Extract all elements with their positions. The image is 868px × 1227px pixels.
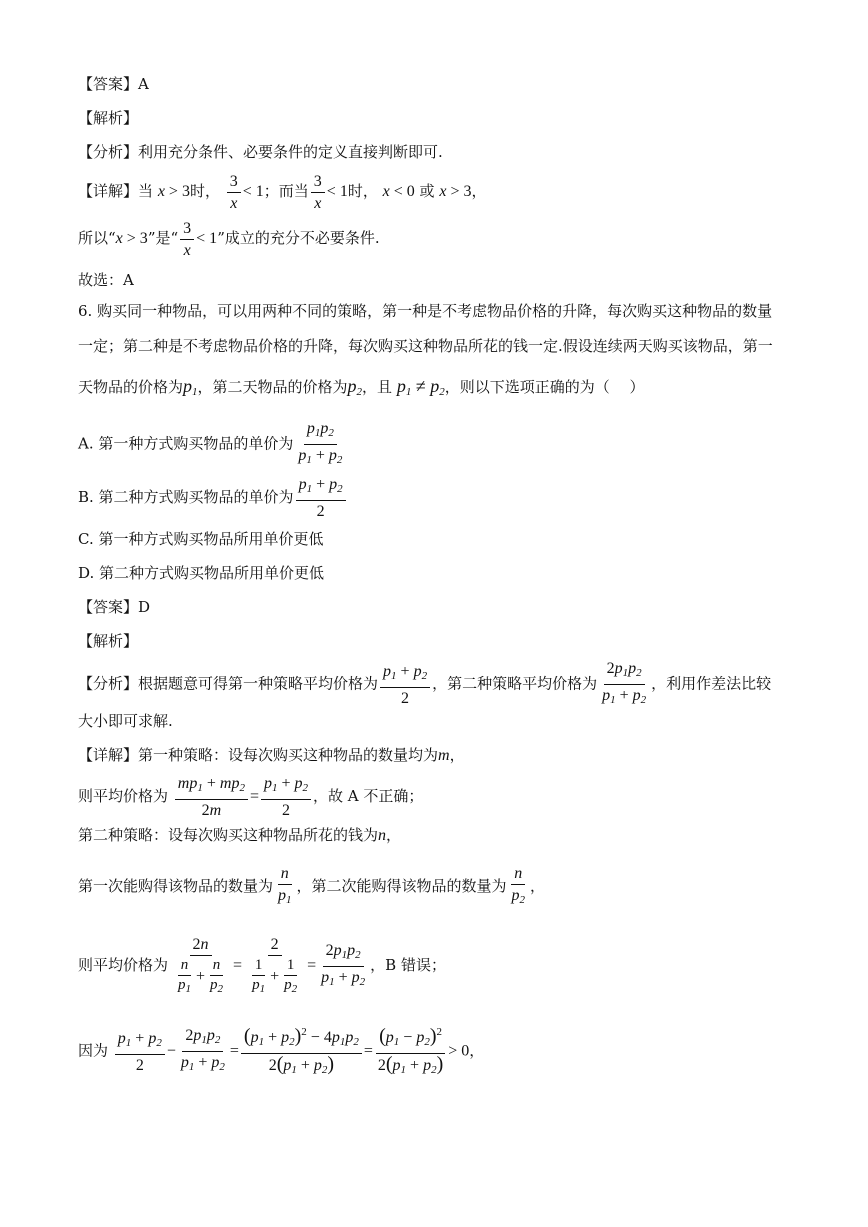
fraction-p1p2-over-sum: $\frac{p_1p_2}{p_1 + p_2}$: [298, 420, 343, 466]
math-n: n: [378, 827, 387, 844]
math-equals: =: [249, 788, 259, 805]
detail-text: 当: [138, 182, 154, 200]
math-x-gt-3: x > 3: [115, 230, 148, 247]
fenxi-text: 利用充分条件、必要条件的定义直接判断即可.: [138, 143, 443, 161]
q6-stem-text: 一定；第二种是不考虑物品价格的升降，每次购买这种物品所花的钱一定.假设连续两天购买该物品，第一: [78, 337, 773, 355]
math-minus: −: [166, 1042, 176, 1060]
detail-tag: 【详解】: [78, 182, 139, 200]
detail-line2-q6: [78, 825, 401, 846]
avg1-line: [78, 772, 423, 821]
fraction-2n-over-harmonic: 2n $\frac{n}{p_1}$ + $\frac{n}{p_2}$: [178, 935, 224, 995]
math-equals: =: [233, 957, 243, 974]
detail-text: 第一次能购得该物品的数量为: [78, 877, 274, 895]
math-lt-1: < 1: [196, 230, 218, 247]
fraction-sum-over-2: $\frac{p_1 + p_2}{2}$: [115, 1028, 165, 1076]
fraction-2p1p2-over-sum: $\frac{2p_1p_2}{p_1 + p_2}$: [321, 941, 366, 988]
detail-text: 时，: [347, 182, 378, 200]
q6-stem-line3: [78, 376, 645, 402]
fraction-2p1p2-over-sum: $\frac{2p_1p_2}{p_1 + p_2}$: [602, 660, 647, 706]
fenxi-tag: 【分析】: [78, 143, 139, 161]
answer-value: A: [138, 75, 149, 93]
answer-line-q6: [78, 597, 150, 617]
fraction-n-over-p2: $\frac{n}{p_2}$: [511, 865, 526, 906]
because-line: [78, 1022, 484, 1081]
fraction-diff-squared: $\frac{(p_1 - p_2)^2}{2(p_1 + p_2)}$: [375, 1022, 446, 1081]
q6-stem-text: 天物品的价格为: [78, 378, 184, 396]
option-b-text: B. 第二种方式购买物品的单价为: [78, 488, 294, 506]
math-equals: =: [229, 1042, 239, 1060]
detail-tag: 【详解】: [78, 746, 139, 764]
so-text: 所以“: [78, 229, 116, 247]
answer-tag: 【答案】: [78, 598, 139, 616]
so-text: ”成立的充分不必要条件.: [217, 229, 380, 247]
detail-text: ，第二次能购得该物品的数量为: [296, 877, 507, 895]
fenxi-line2-q6: [78, 711, 173, 731]
q6-stem-text: ，且: [362, 378, 393, 396]
fraction-n-over-p1: $\frac{n}{p_1}$: [278, 865, 292, 906]
answer-line-prev: [78, 74, 149, 94]
q6-stem-text: ，则以下选项正确的为（ ）: [444, 378, 645, 396]
option-c: [78, 529, 323, 549]
option-d: [78, 563, 324, 583]
math-equals: =: [363, 1042, 373, 1060]
math-p1-neq-p2: $p_1 \ne p_2$: [396, 376, 445, 398]
math-x-gt-3: x > 3: [157, 183, 190, 200]
avg2-line: [78, 928, 446, 1003]
fenxi-text: ，利用作差法比较: [651, 674, 772, 693]
fraction-mp-sum-over-2m: $\frac{mp_1 + mp_2}{2m}$: [175, 773, 248, 821]
fenxi-line-prev: [78, 142, 443, 162]
analysis-heading-q6: [78, 631, 138, 651]
fenxi-text: ，第二种策略平均价格为: [432, 674, 598, 693]
math-x-lt-0: x < 0: [382, 183, 415, 200]
q6-stem-text: 6. 购买同一种物品，可以用两种不同的策略，第一种是不考虑物品价格的升降，每次购买这种物品的数量: [78, 302, 773, 320]
math-lt-1: < 1: [326, 183, 348, 200]
fenxi-text: 大小即可求解.: [78, 712, 173, 730]
detail-text: 则平均价格为: [78, 787, 169, 805]
so-line-prev: [78, 215, 380, 262]
q6-stem-text: ，第二天物品的价格为: [197, 378, 348, 396]
fraction-3-over-x: $\frac{3}{x}$: [311, 171, 325, 214]
detail-text: 时，: [189, 182, 220, 200]
option-a-text: A. 第一种方式购买物品的单价为: [78, 434, 294, 453]
qty-line: [78, 862, 545, 911]
answer-value: D: [138, 598, 151, 616]
fraction-sum-over-2: $\frac{p_1 + p_2}{2}$: [261, 773, 311, 821]
option-b: [78, 474, 348, 522]
math-gt-0: > 0: [448, 1042, 470, 1060]
detail-text: ，: [449, 746, 465, 764]
fenxi-tag: 【分析】: [78, 674, 139, 693]
math-p1: $p_1$: [183, 376, 198, 398]
choose-text: 故选：A: [78, 271, 134, 289]
detail-text: 或: [419, 182, 435, 200]
option-a: [78, 418, 347, 471]
q6-stem-line1: [78, 301, 772, 321]
q6-stem-line2: [78, 336, 773, 356]
detail-text: ，: [530, 877, 546, 895]
detail-text: 因为: [78, 1041, 109, 1060]
math-equals: =: [307, 957, 317, 974]
detail-line1-q6: [78, 745, 465, 766]
answer-tag: 【答案】: [78, 75, 139, 93]
fraction-2-over-reciprocals: 2 $\frac{1}{p_1}$ + $\frac{1}{p_2}$: [252, 935, 298, 995]
fraction-2p1p2-over-sum: $\frac{2p_1p_2}{p_1 + p_2}$: [180, 1027, 225, 1073]
detail-text: ，: [471, 182, 487, 200]
detail-text: ；而当: [263, 182, 309, 200]
analysis-heading-prev: [78, 108, 138, 128]
option-d-text: D. 第二种方式购买物品所用单价更低: [78, 564, 325, 582]
detail-text: ，B 错误；: [370, 956, 446, 974]
fenxi-text: 根据题意可得第一种策略平均价格为: [138, 674, 379, 693]
detail-text: ，: [386, 826, 402, 844]
fraction-3-over-x: $\frac{3}{x}$: [227, 171, 241, 214]
math-m: m: [438, 747, 450, 764]
fraction-3-over-x: $\frac{3}{x}$: [180, 218, 194, 261]
analysis-tag: 【解析】: [78, 632, 139, 650]
math-lt-1: < 1: [242, 183, 264, 200]
so-text: ”是“: [147, 229, 179, 247]
fraction-sum-over-2: $\frac{p_1 + p_2}{2}$: [296, 474, 346, 522]
analysis-tag: 【解析】: [78, 109, 139, 127]
detail-line-prev: [78, 168, 487, 215]
fraction-sum-over-2: $\frac{p_1 + p_2}{2}$: [380, 661, 430, 709]
math-x-gt-3: x > 3: [439, 183, 472, 200]
choose-line-prev: [78, 270, 134, 290]
detail-text: 则平均价格为: [78, 956, 169, 974]
option-c-text: C. 第一种方式购买物品所用单价更低: [78, 530, 324, 548]
detail-text: ，: [469, 1041, 485, 1060]
fraction-diff-squared-numerator: $\frac{(p_1 + p_2)^2 - 4p_1p_2}{2(p_1 + p_2)}$: [241, 1022, 362, 1081]
detail-text: ，故 A 不正确；: [313, 787, 424, 805]
fenxi-line-q6: [78, 658, 771, 711]
detail-text: 第一种策略：设每次购买这种物品的数量均为: [138, 746, 439, 764]
math-p2: $p_2$: [347, 376, 363, 398]
detail-text: 第二种策略：设每次购买这种物品所花的钱为: [78, 826, 379, 844]
